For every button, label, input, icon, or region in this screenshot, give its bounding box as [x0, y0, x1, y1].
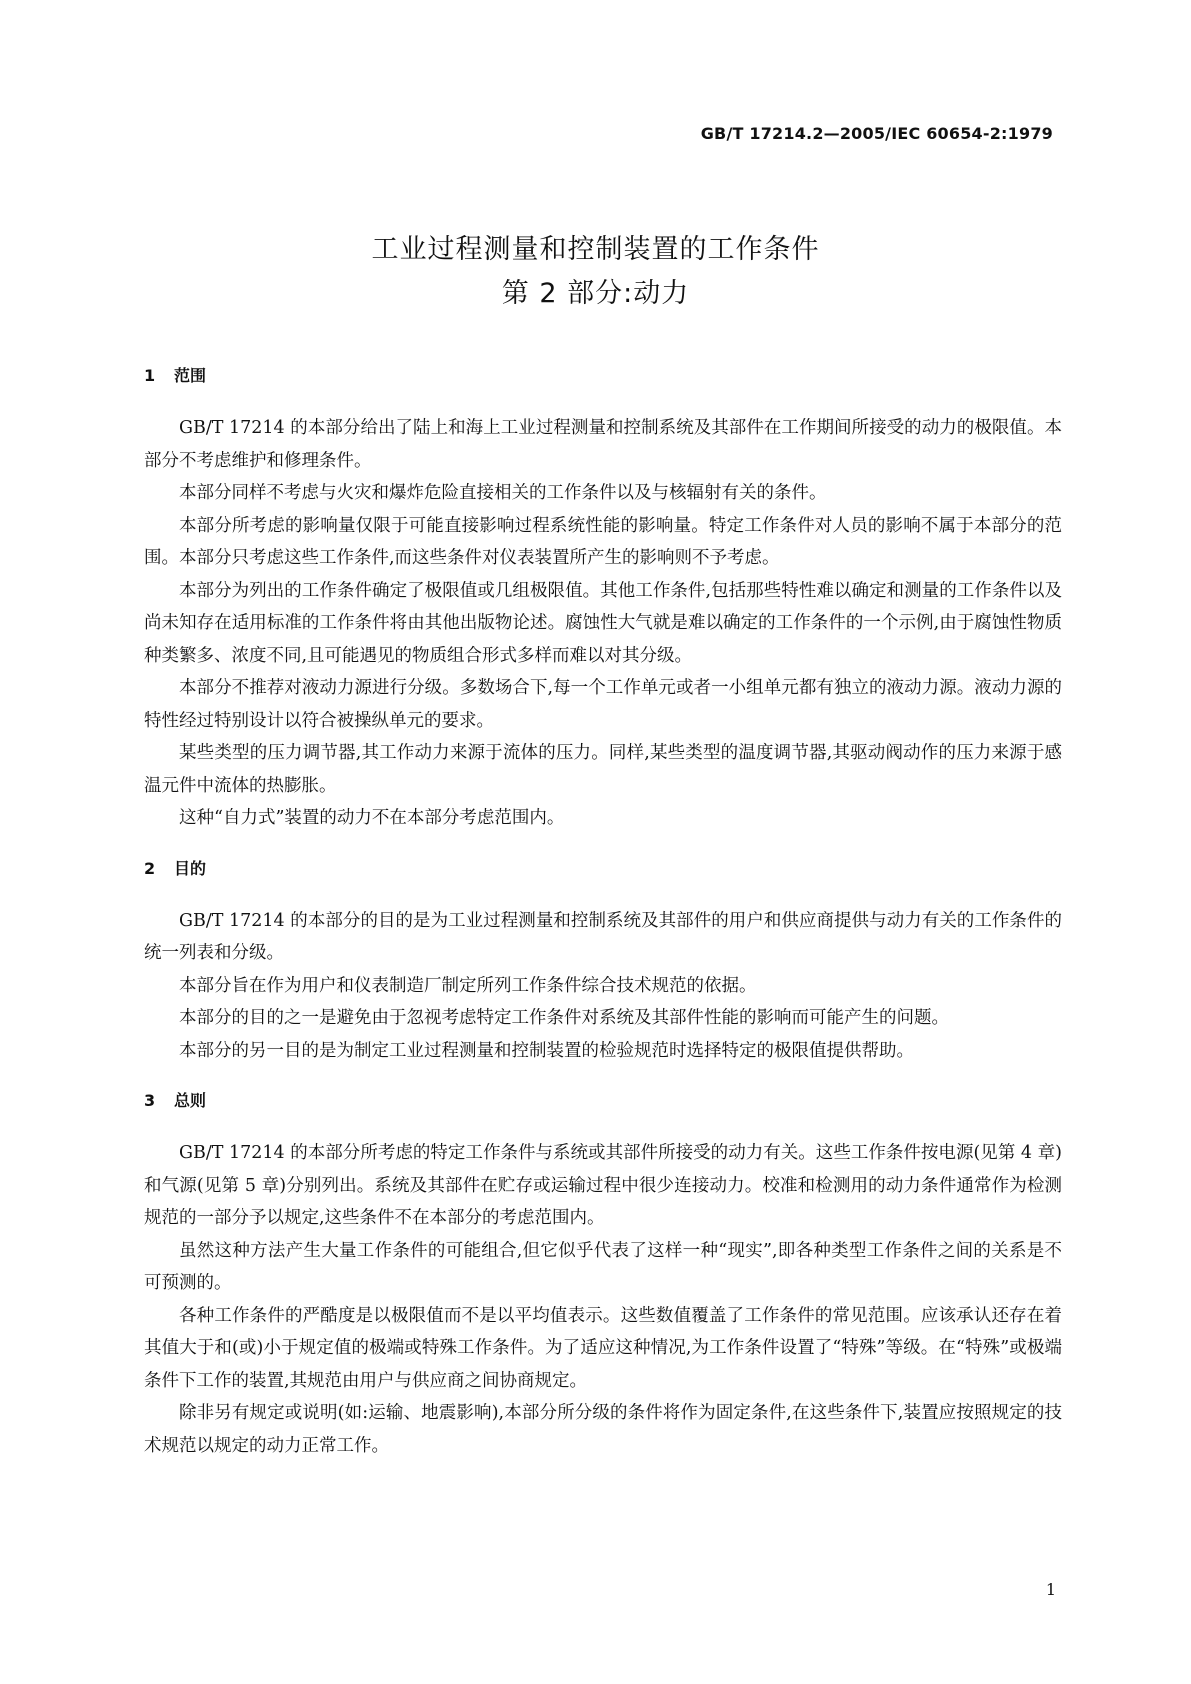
section-number: 1 — [144, 366, 156, 385]
section-general — [144, 1091, 1062, 1462]
paragraph: 某些类型的压力调节器,其工作动力来源于流体的压力。同样,某些类型的温度调节器,其驱动阀动作的压力来源于感温元件中流体的热膨胀。 — [144, 743, 1062, 796]
section-heading — [144, 366, 1062, 386]
paragraph: GB/T 17214 的本部分所考虑的特定工作条件与系统或其部件所接受的动力有关。这些工作条件按电源(见第 4 章)和气源(见第 5 章)分别列出。系统及其部件在贮存或运输过程中很少连接动力。校准和检测用的动力条件通常作为检测规范的一部分予以规定,这些条件不在本部分的考虑范围内。 — [144, 1143, 1062, 1228]
paragraph: 本部分同样不考虑与火灾和爆炸危险直接相关的工作条件以及与核辐射有关的条件。 — [179, 483, 827, 503]
page-number: 1 — [1045, 1580, 1056, 1599]
paragraph: 本部分不推荐对液动力源进行分级。多数场合下,每一个工作单元或者一小组单元都有独立的液动力源。液动力源的特性经过特别设计以符合被操纵单元的要求。 — [144, 678, 1062, 731]
section-title: 范围 — [174, 366, 207, 385]
paragraph: 这种“自力式”装置的动力不在本部分考虑范围内。 — [179, 808, 565, 828]
paragraph: 本部分为列出的工作条件确定了极限值或几组极限值。其他工作条件,包括那些特性难以确定和测量的工作条件以及尚未知存在适用标准的工作条件将由其他出版物论述。腐蚀性大气就是难以确定的工作条件的一个示例,由于腐蚀性物质种类繁多、浓度不同,且可能遇见的物质组合形式多样而难以对其分级。 — [144, 580, 1062, 666]
standard-code: GB/T 17214.2—2005/IEC 60654-2:1979 — [700, 124, 1053, 143]
document-title — [0, 228, 1191, 316]
title-line-1: 工业过程测量和控制装置的工作条件 — [371, 234, 820, 265]
document-body — [144, 366, 1062, 1486]
paragraph: 本部分的目的之一是避免由于忽视考虑特定工作条件对系统及其部件性能的影响而可能产生的问题。 — [179, 1008, 949, 1028]
section-purpose — [144, 859, 1062, 1068]
paragraph: GB/T 17214 的本部分的目的是为工业过程测量和控制系统及其部件的用户和供应商提供与动力有关的工作条件的统一列表和分级。 — [144, 910, 1062, 963]
paragraph: 虽然这种方法产生大量工作条件的可能组合,但它似乎代表了这样一种“现实”,即各种类型工作条件之间的关系是不可预测的。 — [144, 1240, 1062, 1293]
paragraph: 本部分旨在作为用户和仪表制造厂制定所列工作条件综合技术规范的依据。 — [179, 975, 757, 996]
paragraph: 各种工作条件的严酷度是以极限值而不是以平均值表示。这些数值覆盖了工作条件的常见范围。应该承认还存在着其值大于和(或)小于规定值的极端或特殊工作条件。为了适应这种情况,为工作条件设置了“特殊”等级。在“特殊”或极端条件下工作的装置,其规范由用户与供应商之间协商规定。 — [144, 1305, 1062, 1391]
section-scope — [144, 366, 1062, 835]
paragraph: GB/T 17214 的本部分给出了陆上和海上工业过程测量和控制系统及其部件在工作期间所接受的动力的极限值。本部分不考虑维护和修理条件。 — [144, 418, 1062, 471]
section-heading — [144, 859, 1062, 879]
title-line-2: 第 2 部分:动力 — [501, 278, 690, 309]
paragraph: 除非另有规定或说明(如:运输、地震影响),本部分所分级的条件将作为固定条件,在这些条件下,装置应按照规定的技术规范以规定的动力正常工作。 — [144, 1403, 1062, 1456]
paragraph: 本部分所考虑的影响量仅限于可能直接影响过程系统性能的影响量。特定工作条件对人员的影响不属于本部分的范围。本部分只考虑这些工作条件,而这些条件对仪表装置所产生的影响则不予考虑。 — [144, 515, 1062, 568]
paragraph: 本部分的另一目的是为制定工业过程测量和控制装置的检验规范时选择特定的极限值提供帮助。 — [179, 1040, 914, 1061]
section-heading — [144, 1091, 1062, 1111]
section-number: 2 — [144, 858, 156, 878]
section-title: 总则 — [174, 1091, 207, 1110]
section-number: 3 — [144, 1091, 156, 1110]
section-title: 目的 — [174, 858, 207, 878]
